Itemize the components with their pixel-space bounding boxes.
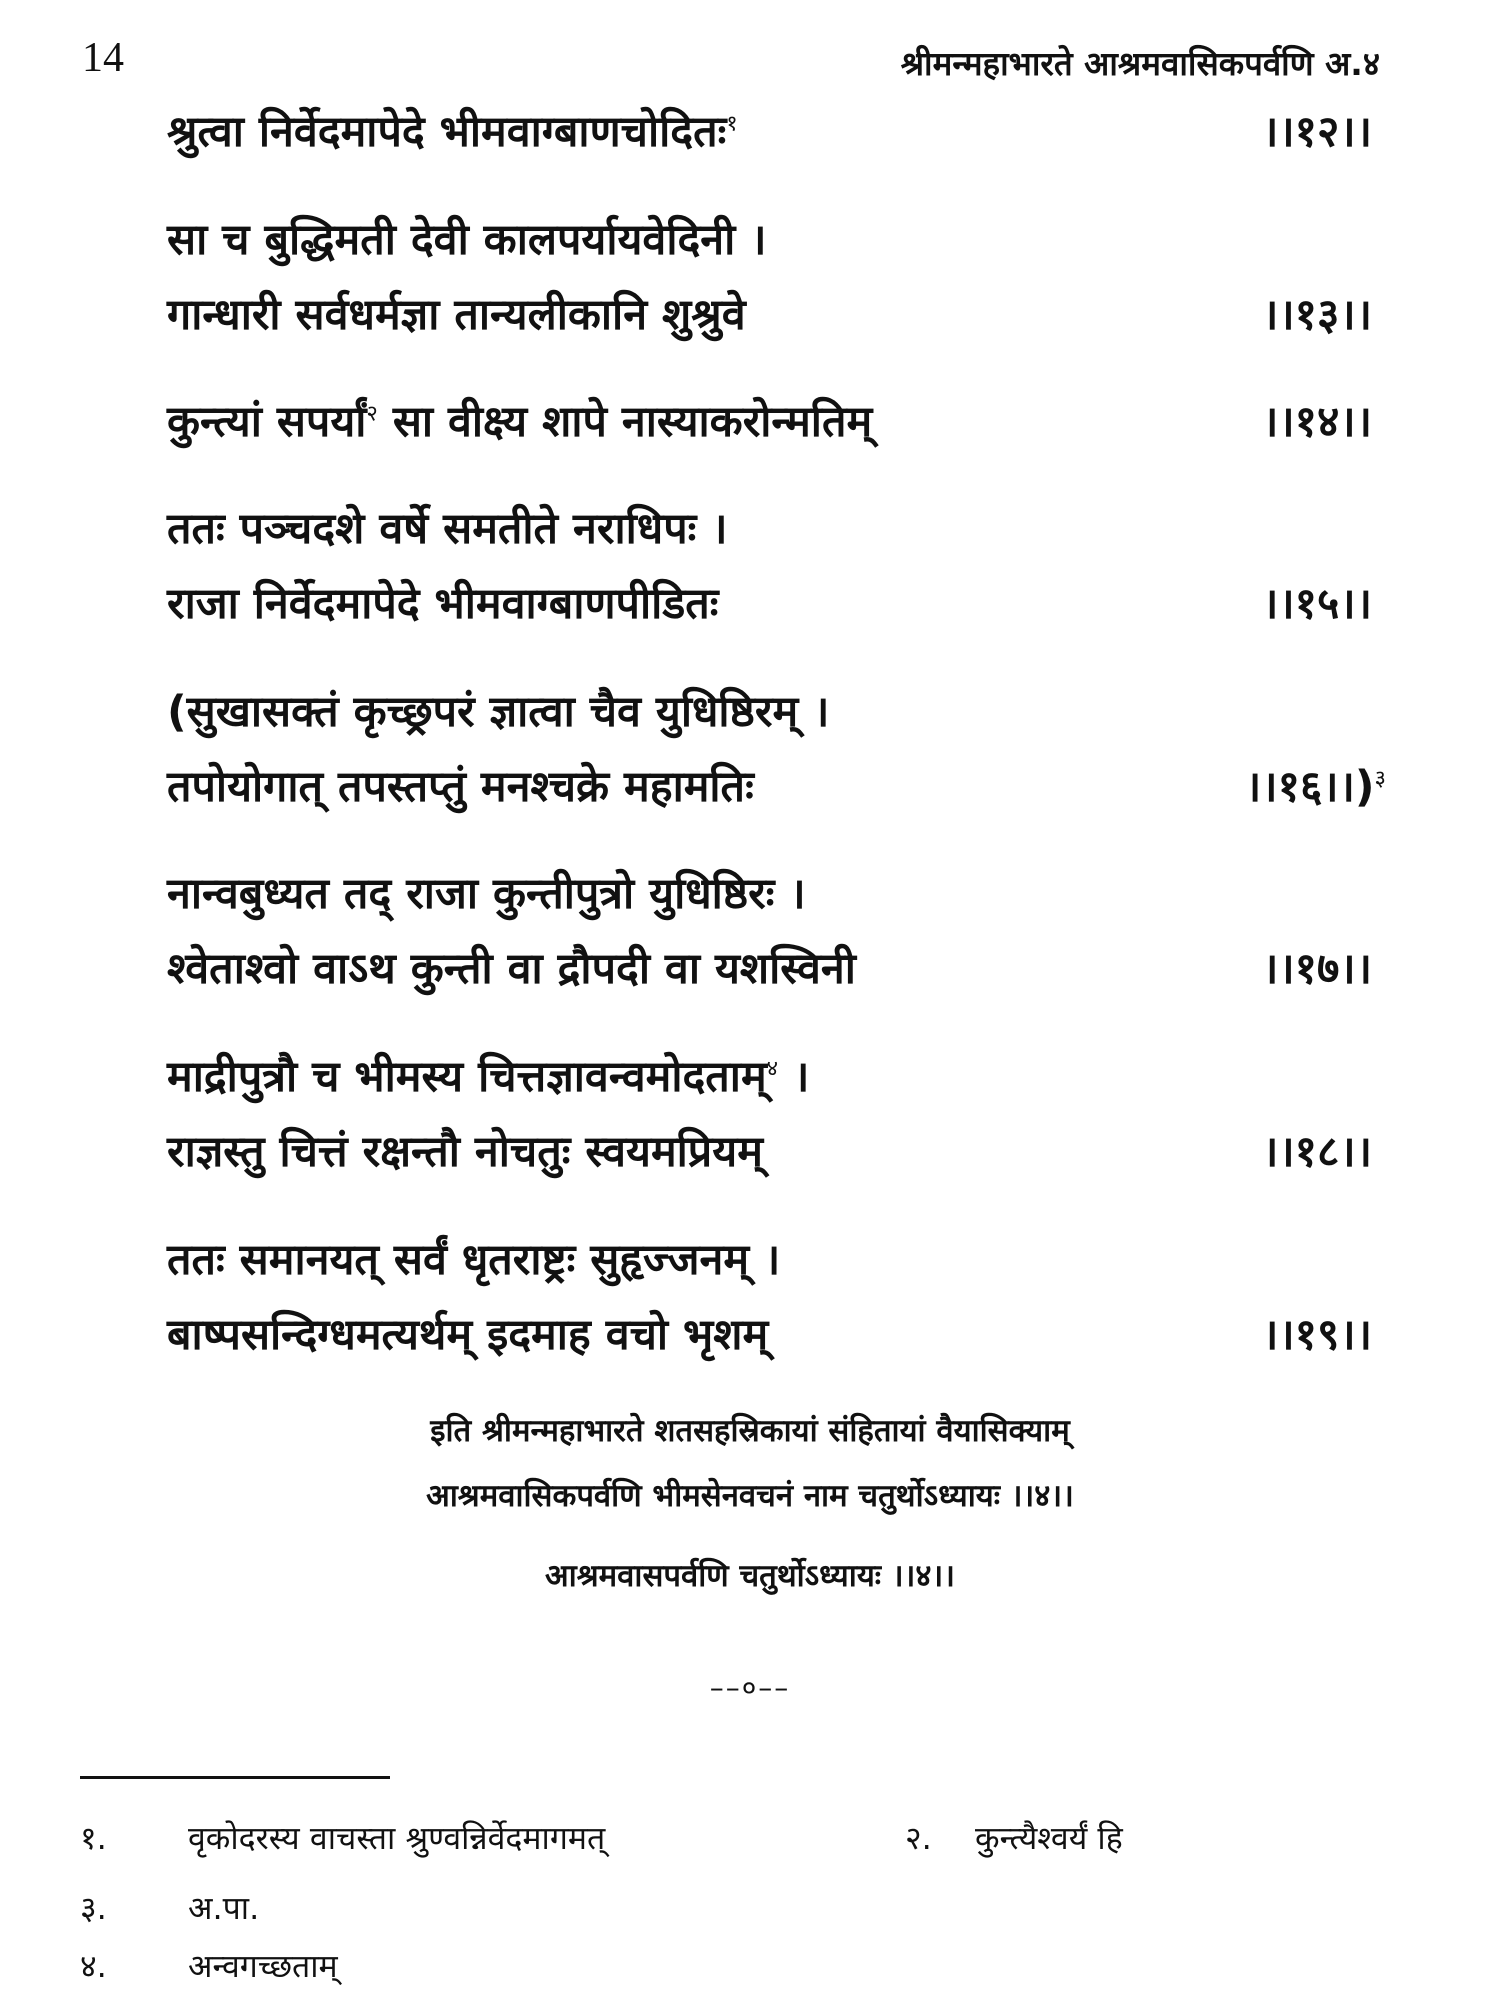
verse-number: ।।१४।। bbox=[1262, 397, 1372, 447]
verse-line bbox=[167, 755, 1386, 815]
verse-text: ततः पञ्चदशे वर्षे समतीते नराधिपः । bbox=[167, 504, 728, 554]
verse-text: बाष्पसन्दिग्धमत्यर्थम् इदमाह वचो भृशम् bbox=[167, 1310, 769, 1360]
verse-line bbox=[167, 497, 1372, 557]
verse-number: ।।१९।। bbox=[1262, 1310, 1372, 1360]
footnote-ref: १ bbox=[726, 111, 738, 137]
colophon-line: आश्रमवासपर्वणि चतुर्थोऽध्यायः ।।४।। bbox=[545, 1558, 955, 1594]
verse-number: ।।१३।। bbox=[1262, 290, 1372, 340]
running-title: श्रीमन्महाभारते आश्रमवासिकपर्वणि अ.४ bbox=[900, 44, 1380, 83]
verse-line bbox=[167, 390, 1372, 450]
footnote-marker: २. bbox=[905, 1819, 932, 1857]
verse-line bbox=[167, 862, 1372, 922]
footnote-text: अन्वगच्छताम् bbox=[188, 1947, 338, 1985]
verse-text: (सुखासक्तं कृच्छ्रपरं ज्ञात्वा चैव युधिष्ठिरम् । bbox=[167, 687, 830, 737]
verse-line bbox=[167, 1045, 1372, 1105]
verse-line bbox=[167, 208, 1372, 268]
verse-number: ।।१५।। bbox=[1262, 579, 1372, 629]
footnote-ref: २ bbox=[366, 401, 378, 427]
verse-line bbox=[167, 100, 1372, 160]
verse-text: राजा निर्वेदमापेदे भीमवाग्बाणपीडितः bbox=[167, 579, 719, 629]
page-number: 14 bbox=[82, 35, 124, 81]
verse-number: ।।१६।।)$^३$ bbox=[1244, 762, 1386, 812]
verse-line bbox=[167, 1228, 1372, 1288]
verse-number: ।।१२।। bbox=[1262, 107, 1372, 157]
footnote-marker: ४. bbox=[80, 1947, 107, 1985]
verse-line bbox=[167, 572, 1372, 632]
verse-line bbox=[167, 937, 1372, 997]
footnote-text: कुन्त्यैश्वर्यं हि bbox=[975, 1819, 1123, 1857]
footnote-text: वृकोदरस्य वाचस्ता श्रुण्वन्निर्वेदमागमत् bbox=[188, 1819, 606, 1857]
verse-line bbox=[167, 1303, 1372, 1363]
verse-text: तपोयोगात् तपस्तप्तुं मनश्चक्रे महामतिः bbox=[167, 762, 754, 812]
verse-text: श्रुत्वा निर्वेदमापेदे भीमवाग्बाणचोदितः$^१$ bbox=[167, 107, 738, 157]
verse-text: राज्ञस्तु चित्तं रक्षन्तौ नोचतुः स्वयमप्रियम् bbox=[167, 1127, 763, 1177]
footnote-marker: १. bbox=[80, 1819, 107, 1857]
verse-text: नान्वबुध्यत तद् राजा कुन्तीपुत्रो युधिष्ठिरः । bbox=[167, 869, 806, 919]
verse-text: कुन्त्यां सपर्यां$^२$ सा वीक्ष्य शापे नास्याकरोन्मतिम् bbox=[167, 397, 873, 447]
footnote-marker: ३. bbox=[80, 1889, 107, 1927]
verse-number: ।।१८।। bbox=[1262, 1127, 1372, 1177]
verse-text: सा च बुद्धिमती देवी कालपर्यायवेदिनी । bbox=[167, 215, 767, 265]
section-separator: ––०–– bbox=[709, 1671, 791, 1704]
verse-line bbox=[167, 1120, 1372, 1180]
verse-line bbox=[167, 283, 1372, 343]
verse-text: माद्रीपुत्रौ च भीमस्य चित्तज्ञावन्वमोदताम्$^४$ । bbox=[167, 1052, 810, 1102]
verse-text: श्वेताश्वो वाऽथ कुन्ती वा द्रौपदी वा यशस्विनी bbox=[167, 944, 856, 994]
colophon-line: इति श्रीमन्महाभारते शतसहस्रिकायां संहितायां वैयासिक्याम् bbox=[430, 1413, 1070, 1449]
verse-line bbox=[167, 680, 1372, 740]
footnote-ref: ३ bbox=[1374, 766, 1386, 792]
verse-text: ततः समानयत् सर्वं धृतराष्ट्रः सुहृज्जनम् । bbox=[167, 1235, 781, 1285]
footnote-ref: ४ bbox=[766, 1056, 779, 1082]
footnote-rule bbox=[80, 1776, 390, 1779]
verse-number: ।।१७।। bbox=[1262, 944, 1372, 994]
colophon-line: आश्रमवासिकपर्वणि भीमसेनवचनं नाम चतुर्थोऽध्यायः ।।४।। bbox=[426, 1478, 1074, 1514]
verse-text: गान्धारी सर्वधर्मज्ञा तान्यलीकानि शुश्रुवे bbox=[167, 290, 746, 340]
footnote-text: अ.पा. bbox=[188, 1889, 260, 1927]
